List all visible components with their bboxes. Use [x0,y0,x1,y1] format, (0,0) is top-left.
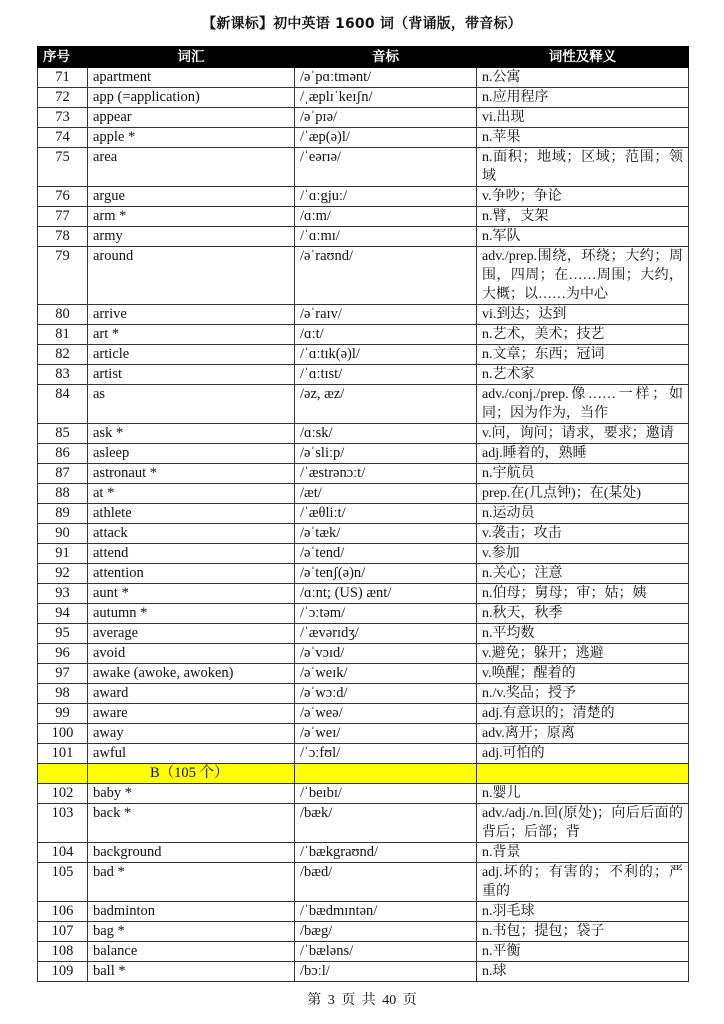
table-row [38,464,689,484]
word-cell: baby * [88,784,295,804]
word-cell: apple * [88,128,295,148]
phonetic-cell: /ˈɔːtəm/ [295,604,477,624]
row-number: 93 [38,584,88,604]
phonetic-cell: /æt/ [295,484,477,504]
row-number: 92 [38,564,88,584]
phonetic-cell: /ˈɑːtɪst/ [295,365,477,385]
phonetic-cell: /ɑːnt; (US) ænt/ [295,584,477,604]
table-row [38,664,689,684]
header-phonetic: 音标 [295,47,477,68]
row-number: 95 [38,624,88,644]
row-number: 72 [38,88,88,108]
table-row [38,187,689,207]
word-cell: attack [88,524,295,544]
table-row [38,148,689,187]
table-row [38,724,689,744]
table-row [38,325,689,345]
phonetic-cell: /ˈɑːmɪ/ [295,227,477,247]
row-number: 89 [38,504,88,524]
row-number: 100 [38,724,88,744]
meaning-cell: v.唤醒；醒着的 [477,664,689,684]
table-row [38,584,689,604]
phonetic-cell: /bæd/ [295,863,477,902]
phonetic-cell: /əˈvɔɪd/ [295,644,477,664]
table-row [38,744,689,764]
table-row [38,424,689,444]
section-empty-cell [295,764,477,784]
table-row [38,784,689,804]
phonetic-cell: /əˈtend/ [295,544,477,564]
word-cell: astronaut * [88,464,295,484]
row-number: 108 [38,942,88,962]
table-row [38,504,689,524]
row-number: 73 [38,108,88,128]
phonetic-cell: /əˈtæk/ [295,524,477,544]
meaning-cell: n.艺术，美术；技艺 [477,325,689,345]
row-number: 94 [38,604,88,624]
row-number: 107 [38,922,88,942]
table-row [38,962,689,982]
word-cell: asleep [88,444,295,464]
table-row [38,365,689,385]
phonetic-cell: /əˈweɪ/ [295,724,477,744]
table-row [38,444,689,464]
row-number: 109 [38,962,88,982]
phonetic-cell: /ˈbækgraʊnd/ [295,843,477,863]
table-row [38,345,689,365]
phonetic-cell: /bæg/ [295,922,477,942]
header-number: 序号 [38,47,88,68]
row-number: 71 [38,68,88,88]
word-cell: balance [88,942,295,962]
word-cell: as [88,385,295,424]
row-number: 82 [38,345,88,365]
header-word: 词汇 [88,47,295,68]
meaning-cell: n.苹果 [477,128,689,148]
row-number: 85 [38,424,88,444]
word-cell: arm * [88,207,295,227]
page-footer: 第 3 页 共 40 页 [307,993,417,1008]
phonetic-cell: /ˈbeɪbɪ/ [295,784,477,804]
meaning-cell: n.伯母；舅母；审；姑；姨 [477,584,689,604]
row-number: 86 [38,444,88,464]
phonetic-cell: /bæk/ [295,804,477,843]
row-number: 96 [38,644,88,664]
phonetic-cell: /əˈweɪk/ [295,664,477,684]
document-title: 【新课标】初中英语 1600 词（背诵版，带音标） [202,16,522,32]
meaning-cell: n.关心；注意 [477,564,689,584]
row-number: 80 [38,305,88,325]
table-row [38,604,689,624]
table-row [38,108,689,128]
phonetic-cell: /ˈɑːtɪk(ə)l/ [295,345,477,365]
table-row [38,305,689,325]
meaning-cell: adv.离开；原离 [477,724,689,744]
table-row [38,385,689,424]
meaning-cell: adv./prep.围绕，环绕；大约；周围，四周；在……周围；大约，大概；以……为中心 [477,247,689,305]
meaning-cell: n.军队 [477,227,689,247]
row-number: 99 [38,704,88,724]
meaning-cell: adj.有意识的；清楚的 [477,704,689,724]
word-cell: ask * [88,424,295,444]
word-cell: area [88,148,295,187]
word-cell: aunt * [88,584,295,604]
meaning-cell: n.公寓 [477,68,689,88]
word-cell: aware [88,704,295,724]
table-row [38,484,689,504]
meaning-cell: n.婴儿 [477,784,689,804]
phonetic-cell: /əˈpɑːtmənt/ [295,68,477,88]
phonetic-cell: /əˈwɔːd/ [295,684,477,704]
table-row [38,704,689,724]
meaning-cell: n.艺术家 [477,365,689,385]
meaning-cell: n.文章；东西；冠词 [477,345,689,365]
word-cell: avoid [88,644,295,664]
row-number: 90 [38,524,88,544]
meaning-cell: v.参加 [477,544,689,564]
row-number: 76 [38,187,88,207]
row-number: 74 [38,128,88,148]
meaning-cell: n.应用程序 [477,88,689,108]
word-cell: awake (awoke, awoken) [88,664,295,684]
row-number: 88 [38,484,88,504]
meaning-cell: adj.坏的；有害的；不利的；严重的 [477,863,689,902]
row-number: 105 [38,863,88,902]
row-number: 83 [38,365,88,385]
phonetic-cell: /ˈævərɪdʒ/ [295,624,477,644]
word-cell: attend [88,544,295,564]
table-row [38,207,689,227]
word-cell: art * [88,325,295,345]
phonetic-cell: /əˈweə/ [295,704,477,724]
word-cell: award [88,684,295,704]
meaning-cell: n.面积；地域；区域；范围；领域 [477,148,689,187]
table-row [38,902,689,922]
row-number: 106 [38,902,88,922]
meaning-cell: n.书包；提包；袋子 [477,922,689,942]
row-number: 81 [38,325,88,345]
meaning-cell: n.宇航员 [477,464,689,484]
word-cell: back * [88,804,295,843]
meaning-cell: adv./conj./prep.像……一样；如同；因为作为，当作 [477,385,689,424]
table-row [38,804,689,843]
phonetic-cell: /bɔːl/ [295,962,477,982]
phonetic-cell: /ˈeərɪə/ [295,148,477,187]
phonetic-cell: /ɑːm/ [295,207,477,227]
section-row-b [38,764,689,784]
word-cell: article [88,345,295,365]
table-row [38,524,689,544]
table-row [38,684,689,704]
meaning-cell: vi.到达；达到 [477,305,689,325]
phonetic-cell: /əˈpɪə/ [295,108,477,128]
phonetic-cell: /ˈæθliːt/ [295,504,477,524]
table-row [38,863,689,902]
word-cell: app (=application) [88,88,295,108]
row-number: 84 [38,385,88,424]
table-row [38,88,689,108]
table-row [38,922,689,942]
word-cell: background [88,843,295,863]
row-number: 104 [38,843,88,863]
word-cell: appear [88,108,295,128]
section-label: B（105 个） [88,764,295,784]
word-cell: bag * [88,922,295,942]
section-a-rows [38,68,689,764]
phonetic-cell: /ɑːsk/ [295,424,477,444]
section-empty-cell [477,764,689,784]
word-cell: at * [88,484,295,504]
table-row [38,843,689,863]
row-number: 75 [38,148,88,187]
word-cell: average [88,624,295,644]
word-cell: badminton [88,902,295,922]
meaning-cell: n.平衡 [477,942,689,962]
meaning-cell: n.球 [477,962,689,982]
row-number: 91 [38,544,88,564]
phonetic-cell: /ˈæp(ə)l/ [295,128,477,148]
word-cell: army [88,227,295,247]
table-header-row [38,47,689,68]
word-cell: argue [88,187,295,207]
phonetic-cell: /ˈbæləns/ [295,942,477,962]
meaning-cell: n.羽毛球 [477,902,689,922]
phonetic-cell: /ˈbædmɪntən/ [295,902,477,922]
phonetic-cell: /ˌæplɪˈkeɪʃn/ [295,88,477,108]
meaning-cell: v.避免；躲开；逃避 [477,644,689,664]
meaning-cell: adj.睡着的，熟睡 [477,444,689,464]
word-cell: ball * [88,962,295,982]
row-number: 78 [38,227,88,247]
vocabulary-table [37,46,689,982]
row-number: 98 [38,684,88,704]
word-cell: apartment [88,68,295,88]
section-number-cell [38,764,88,784]
word-cell: awful [88,744,295,764]
word-cell: attention [88,564,295,584]
phonetic-cell: /əˈsliːp/ [295,444,477,464]
meaning-cell: v.问，询问；请求，要求；邀请 [477,424,689,444]
phonetic-cell: /əz, æz/ [295,385,477,424]
meaning-cell: n./v.奖品；授予 [477,684,689,704]
meaning-cell: vi.出现 [477,108,689,128]
phonetic-cell: /əˈraʊnd/ [295,247,477,305]
word-cell: autumn * [88,604,295,624]
row-number: 102 [38,784,88,804]
section-b-rows [38,784,689,982]
word-cell: bad * [88,863,295,902]
meaning-cell: v.袭击；攻击 [477,524,689,544]
meaning-cell: adv./adj./n.回(原处)；向后后面的背后；后部；背 [477,804,689,843]
meaning-cell: n.背景 [477,843,689,863]
word-cell: athlete [88,504,295,524]
phonetic-cell: /ˈæstrənɔːt/ [295,464,477,484]
meaning-cell: adj.可怕的 [477,744,689,764]
header-meaning: 词性及释义 [477,47,689,68]
phonetic-cell: /ɑːt/ [295,325,477,345]
word-cell: away [88,724,295,744]
meaning-cell: n.臂，支架 [477,207,689,227]
table-row [38,624,689,644]
phonetic-cell: /əˈtenʃ(ə)n/ [295,564,477,584]
meaning-cell: n.秋天，秋季 [477,604,689,624]
table-row [38,128,689,148]
meaning-cell: v.争吵；争论 [477,187,689,207]
table-row [38,644,689,664]
row-number: 97 [38,664,88,684]
phonetic-cell: /əˈraɪv/ [295,305,477,325]
table-row [38,942,689,962]
row-number: 77 [38,207,88,227]
table-row [38,247,689,305]
table-row [38,227,689,247]
table-row [38,564,689,584]
word-cell: arrive [88,305,295,325]
phonetic-cell: /ˈɑːgjuː/ [295,187,477,207]
meaning-cell: prep.在(几点钟)；在(某处) [477,484,689,504]
phonetic-cell: /ˈɔːfʊl/ [295,744,477,764]
row-number: 87 [38,464,88,484]
row-number: 79 [38,247,88,305]
row-number: 101 [38,744,88,764]
meaning-cell: n.运动员 [477,504,689,524]
row-number: 103 [38,804,88,843]
section-b-header [38,764,689,784]
table-row [38,68,689,88]
word-cell: around [88,247,295,305]
word-cell: artist [88,365,295,385]
meaning-cell: n.平均数 [477,624,689,644]
table-row [38,544,689,564]
